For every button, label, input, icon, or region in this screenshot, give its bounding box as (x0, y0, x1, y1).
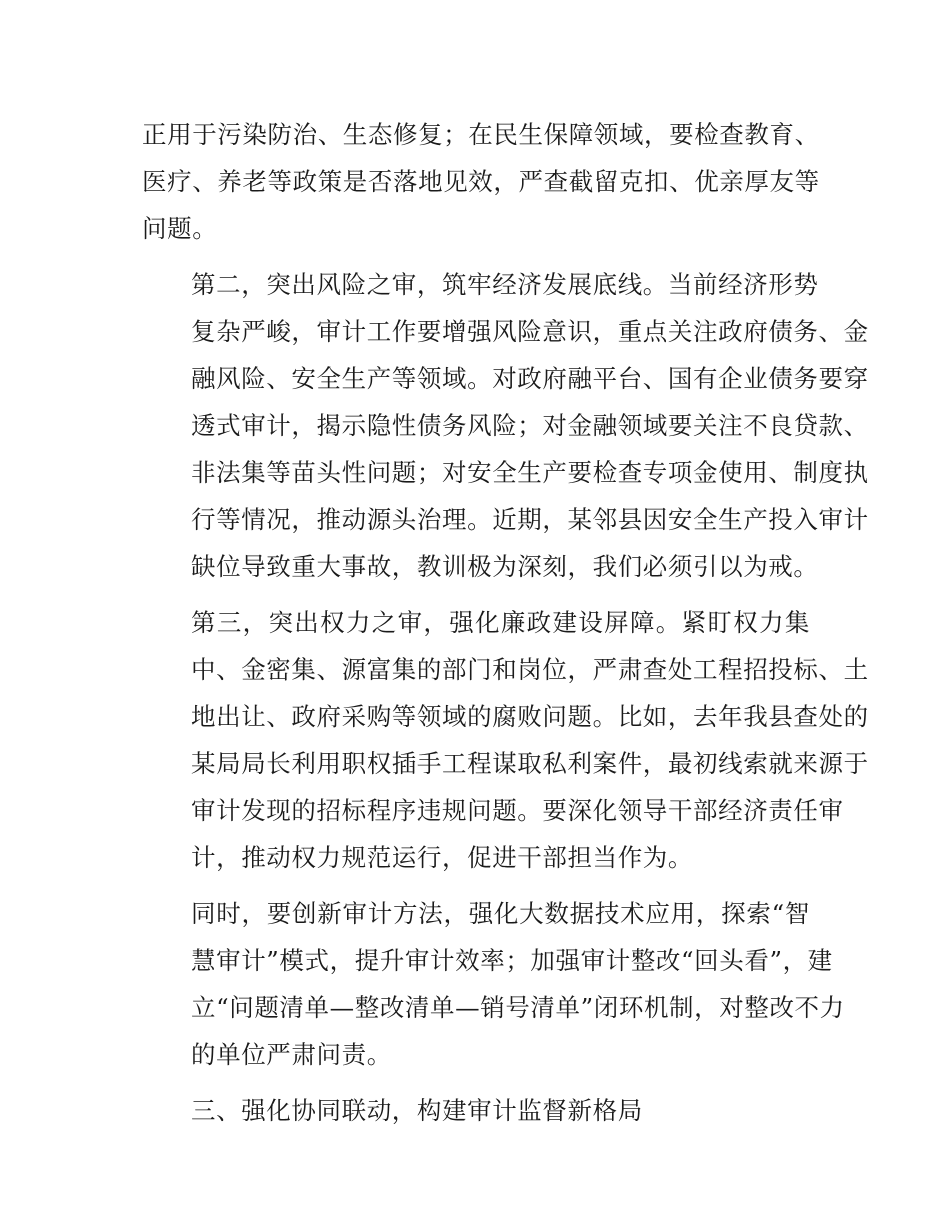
text-line: 计，推动权力规范运行，促进干部担当作为。 (191, 843, 693, 872)
paragraph (142, 1087, 810, 1134)
document-body (142, 111, 869, 1143)
paragraph (142, 261, 869, 590)
text-line: 行等情况，推动源头治理。近期，某邻县因安全生产投入审计 (191, 505, 869, 534)
text-line: 正用于污染防治、生态修复；在民生保障领域，要检查教育、 (142, 120, 820, 149)
text-line: 缺位导致重大事故，教训极为深刻，我们必须引以为戒。 (191, 552, 819, 581)
text-line: 的单位严肃问责。 (191, 1040, 392, 1069)
text-line: 中、金密集、源富集的部门和岗位，严肃查处工程招投标、土 (191, 655, 869, 684)
text-line: 慧审计”模式，提升审计效率；加强审计整改“回头看”，建 (191, 946, 833, 975)
text-line: 非法集等苗头性问题；对安全生产要检查专项金使用、制度执 (191, 458, 869, 487)
text-line: 医疗、养老等政策是否落地见效，严查截留克扣、优亲厚友等 (142, 167, 820, 196)
text-line: 某局局长利用职权插手工程谋取私利案件，最初线索就来源于 (191, 749, 869, 778)
paragraph (142, 599, 869, 881)
text-line: 透式审计，揭示隐性债务风险；对金融领域要关注不良贷款、 (191, 411, 869, 440)
text-line: 复杂严峻，审计工作要增强风险意识，重点关注政府债务、金 (191, 317, 869, 346)
text-line: 第二，突出风险之审，筑牢经济发展底线。当前经济形势 (191, 270, 819, 299)
text-line: 融风险、安全生产等领域。对政府融平台、国有企业债务要穿 (191, 364, 869, 393)
paragraph (142, 111, 820, 252)
text-line: 第三，突出权力之审，强化廉政建设屏障。紧盯权力集 (191, 608, 810, 637)
text-line: 立“问题清单—整改清单—销号清单”闭环机制，对整改不力 (191, 993, 845, 1022)
text-line: 同时，要创新审计方法，强化大数据技术应用，探索“智 (191, 899, 810, 928)
text-line: 地出让、政府采购等领域的腐败问题。比如，去年我县查处的 (191, 702, 869, 731)
paragraph (142, 890, 845, 1078)
text-line: 问题。 (142, 214, 218, 243)
text-line: 审计发现的招标程序违规问题。要深化领导干部经济责任审 (191, 796, 844, 825)
text-line: 三、强化协同联动，构建审计监督新格局 (191, 1096, 643, 1125)
